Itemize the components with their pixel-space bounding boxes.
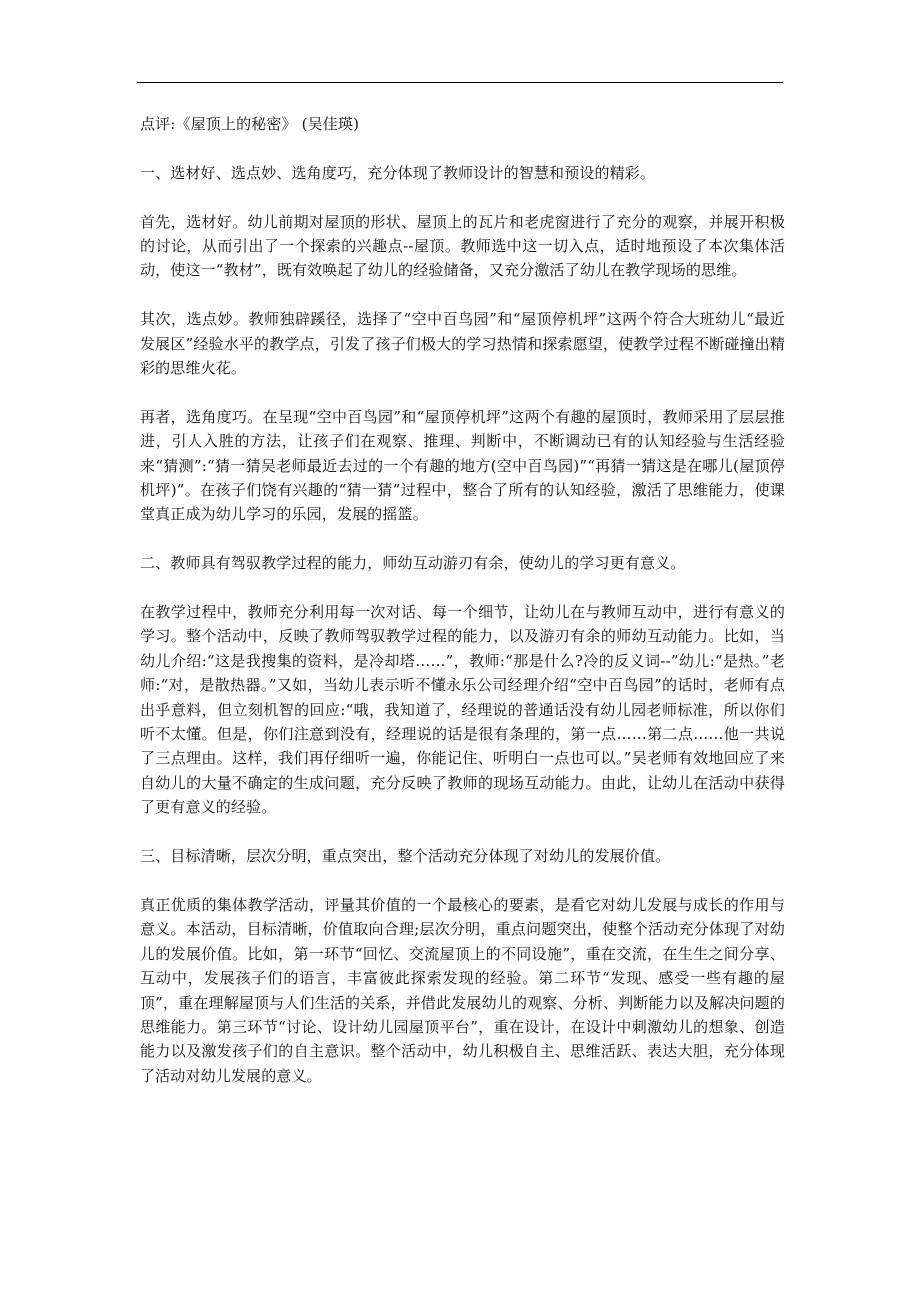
section-heading-3: 三、目标清晰，层次分明，重点突出，整个活动充分体现了对幼儿的发展价值。 [140, 847, 671, 866]
paragraph-interaction: 在教学过程中，教师充分利用每一次对话、每一个细节，让幼儿在与教师互动中，进行有意义的学习。整个活动中，反映了教师驾驭教学过程的能力，以及游刃有余的师幼互动能力。比如，当幼儿介绍:“这是我搜集的资料，是冷却塔……”，教师:“那是什么?冷的反义词--”幼儿:“是热。”老师:“对，是散热器。”又如，当幼儿表示听不懂永乐公司经理介绍“空中百鸟园”的话时，老师有点出乎意料，但立刻机智的回应:“哦，我知道了，经理说的普通话没有幼儿园老师标准，所以你们听不太懂。但是，你们注意到没有，经理说的话是很有条理的，第一点……第二点……他一共说了三点理由。这样，我们再仔细听一遍，你能记住、听明白一点也可以。”吴老师有效地回应了来自幼儿的大量不确定的生成问题，充分反映了教师的现场互动能力。由此，让幼儿在活动中获得了更有意义的经验。 [140, 603, 785, 817]
document-title: 点评:《屋顶上的秘密》 (吴佳瑛) [140, 115, 360, 133]
paragraph-angle: 再者，选角度巧。在呈现“空中百鸟园”和“屋顶停机坪”这两个有趣的屋顶时，教师采用了层层推进，引人入胜的方法，让孩子们在观察、推理、判断中，不断调动已有的认知经验与生活经验来“猜测”:“猜一猜吴老师最近去过的一个有趣的地方(空中百鸟园)”“再猜一猜这是在哪儿(屋顶停机坪)”。在孩子们饶有兴趣的“猜一猜”过程中，整合了所有的认知经验，激活了思维能力，使课堂真正成为幼儿学习的乐园，发展的摇篮。 [140, 407, 785, 524]
paragraph-material: 首先，选材好。幼儿前期对屋顶的形状、屋顶上的瓦片和老虎窗进行了充分的观察，并展开积极的讨论，从而引出了一个探索的兴趣点--屋顶。教师选中这一切入点，适时地预设了本次集体活动，使这一“教材”，既有效唤起了幼儿的经验储备，又充分激活了幼儿在教学现场的思维。 [140, 212, 785, 280]
document-body [140, 112, 785, 1113]
header-rule [137, 82, 783, 83]
section-heading-2: 二、教师具有驾驭教学过程的能力，师幼互动游刃有余，使幼儿的学习更有意义。 [140, 554, 686, 573]
section-heading-1: 一、选材好、选点妙、选角度巧，充分体现了教师设计的智慧和预设的精彩。 [140, 163, 656, 182]
paragraph-focus-point: 其次，选点妙。教师独辟蹊径，选择了“空中百鸟园”和“屋顶停机坪”这两个符合大班幼儿“最近发展区”经验水平的教学点，引发了孩子们极大的学习热情和探索愿望，使教学过程不断碰撞出精彩的思维火花。 [140, 310, 785, 378]
paragraph-development-value: 真正优质的集体教学活动，评量其价值的一个最核心的要素，是看它对幼儿发展与成长的作用与意义。本活动，目标清晰，价值取向合理;层次分明，重点问题突出，使整个活动充分体现了对幼儿的发展价值。比如，第一环节“回忆、交流屋顶上的不同设施”，重在交流，在生生之间分享、互动中，发展孩子们的语言，丰富彼此探索发现的经验。第二环节“发现、感受一些有趣的屋顶”，重在理解屋顶与人们生活的关系，并借此发展幼儿的观察、分析、判断能力以及解决问题的思维能力。第三环节“讨论、设计幼儿园屋顶平台”，重在设计，在设计中刺激幼儿的想象、创造能力以及激发孩子们的自主意识。整个活动中，幼儿积极自主、思维活跃、表达大胆，充分体现了活动对幼儿发展的意义。 [140, 895, 785, 1085]
